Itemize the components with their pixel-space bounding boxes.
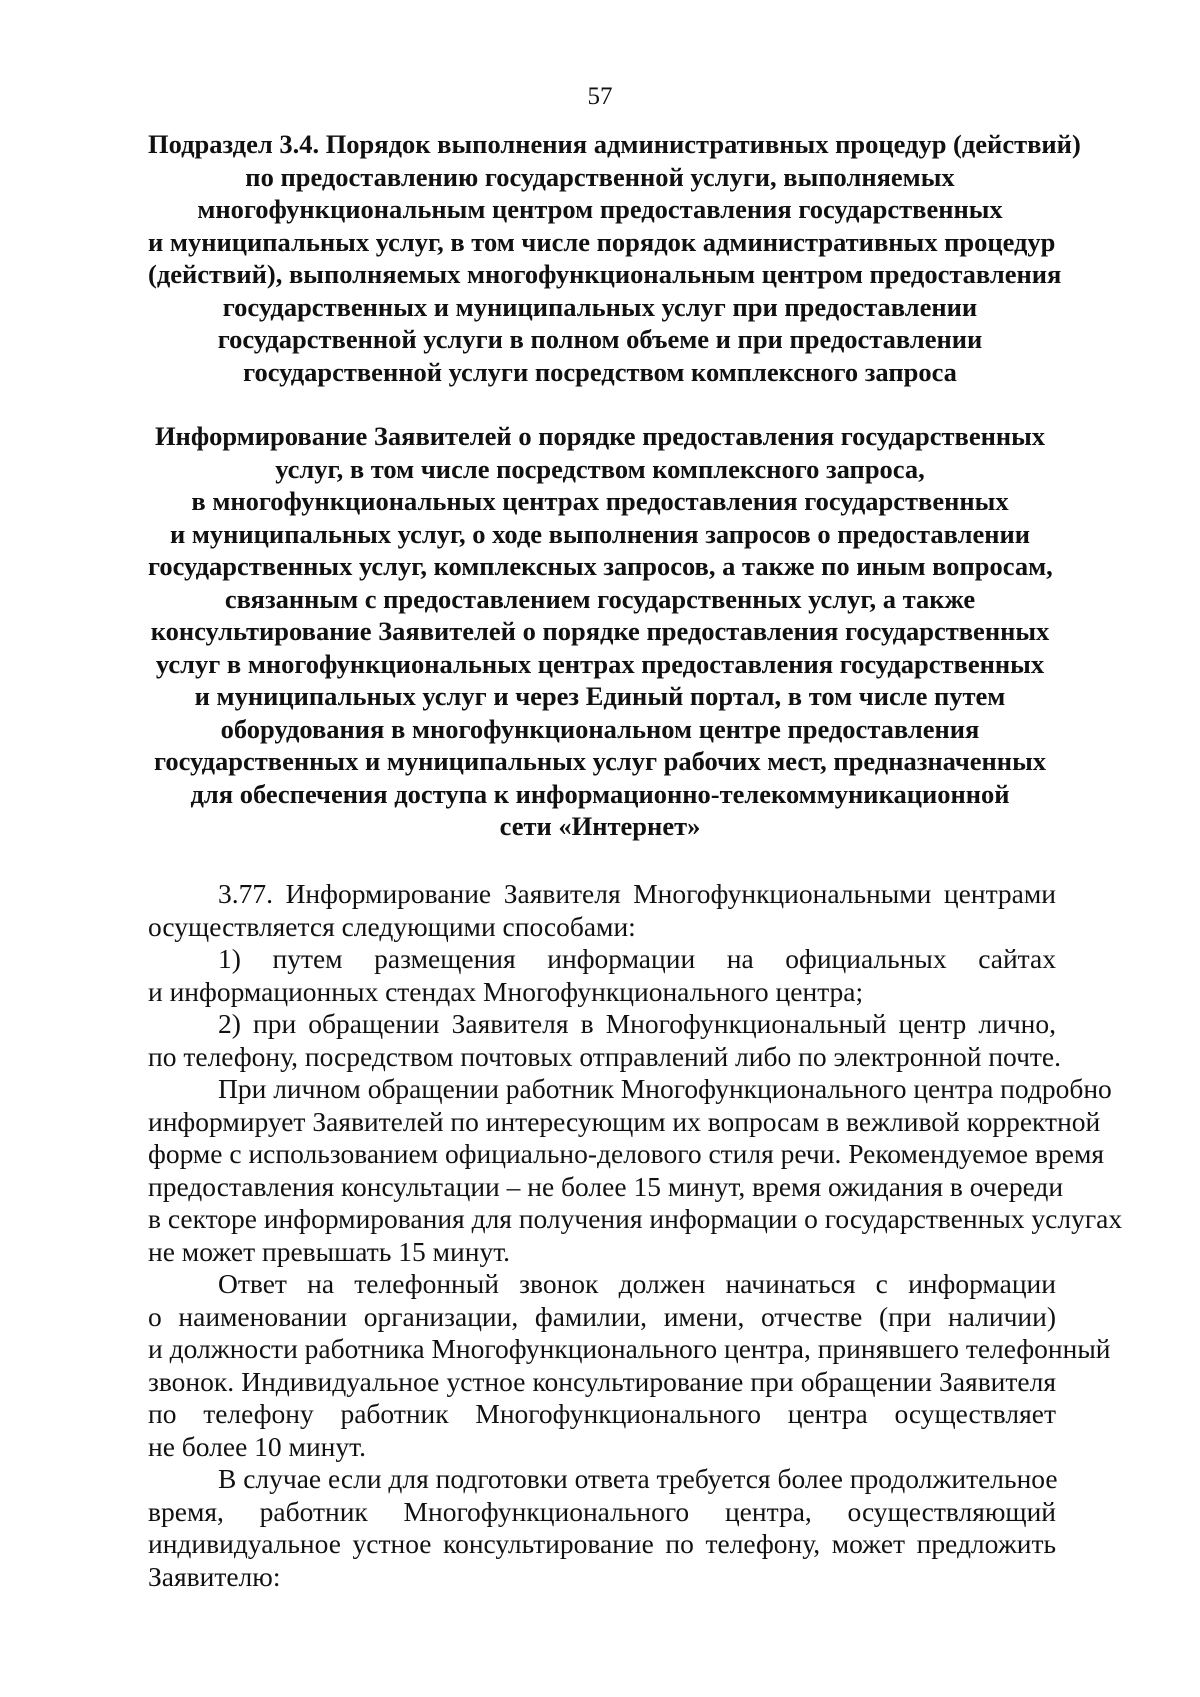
text-line: осуществляется следующими способами: [148, 910, 636, 942]
heading-line: и муниципальных услуг и через Единый портал, в том числе путем [194, 681, 1006, 711]
heading-line: Подраздел 3.4. Порядок выполнения административных процедур (действий) [148, 129, 1081, 159]
text-line: в секторе информирования для получения информации о государственных услугах [148, 1203, 1123, 1234]
heading-line: государственных и муниципальных услуг при предоставлении [222, 291, 978, 322]
heading-line: консультирование Заявителей о порядке предоставления государственных [150, 616, 1050, 646]
heading-line: государственных и муниципальных услуг рабочих мест, предназначенных [153, 746, 1047, 776]
text-line: форме с использованием официально-делового стиля речи. Рекомендуемое время [148, 1138, 1105, 1169]
heading-line: связанным с предоставлением государственных услуг, а также [224, 583, 976, 614]
list-item-1 [148, 943, 1056, 1008]
heading-line: и муниципальных услуг, в том числе порядок административных процедур [148, 226, 1056, 257]
text-line: 2) при обращении Заявителя в Многофункциональный центр лично, [218, 1008, 1056, 1039]
heading-line: в многофункциональных центрах предоставления государственных [191, 486, 1009, 516]
text-line: Ответ на телефонный звонок должен начинаться с информации [218, 1268, 1056, 1299]
paragraph-personal-visit [148, 1073, 1123, 1268]
heading-line: по предоставлению государственной услуги, выполняемых [245, 161, 955, 192]
informing-heading [148, 420, 1052, 843]
text-line: по телефону работник Многофункционального центра осуществляет [148, 1398, 1056, 1429]
body-text [148, 878, 1123, 1593]
text-line: индивидуальное устное консультирование по телефону, может предложить [148, 1528, 1056, 1559]
text-line: информирует Заявителей по интересующим их вопросам в вежливой корректной [148, 1105, 1101, 1137]
heading-line: государственной услуги посредством комплексного запроса [243, 356, 957, 387]
text-line: не может превышать 15 минут. [148, 1235, 511, 1267]
heading-line: Информирование Заявителей о порядке предоставления государственных [154, 421, 1046, 451]
text-line: по телефону, посредством почтовых отправлений либо по электронной почте. [148, 1040, 1062, 1072]
text-line: звонок. Индивидуальное устное консультирование при обращении Заявителя [148, 1365, 1056, 1397]
heading-line: услуг, в том числе посредством комплексного запроса, [275, 453, 925, 484]
heading-line: государственной услуги в полном объеме и при предоставлении [217, 324, 983, 354]
text-line: Заявителю: [148, 1560, 281, 1592]
heading-line: услуг в многофункциональных центрах предоставления государственных [155, 648, 1045, 679]
text-line: не более 10 минут. [148, 1430, 366, 1462]
text-line: В случае если для подготовки ответа требуется более продолжительное [218, 1463, 1058, 1494]
heading-line: и муниципальных услуг, о ходе выполнения запросов о предоставлении [169, 518, 1031, 549]
paragraph-phone-answer [148, 1268, 1111, 1463]
paragraph-3-77 [148, 878, 1056, 943]
heading-line: многофункциональным центром предоставления государственных [197, 194, 1003, 224]
list-item-2 [148, 1008, 1062, 1073]
text-line: и информационных стендах Многофункционального центра; [148, 975, 864, 1007]
subsection-heading [148, 128, 1081, 388]
text-line: предоставления консультации – не более 15 минут, время ожидания в очереди [148, 1170, 1064, 1202]
page-number: 57 [587, 83, 613, 110]
text-line: и должности работника Многофункционального центра, принявшего телефонный [148, 1333, 1111, 1364]
text-line: время, работник Многофункционального центра, осуществляющий [148, 1495, 1056, 1527]
text-line: 3.77. Информирование Заявителя Многофункциональными центрами [218, 878, 1056, 909]
heading-line: (действий), выполняемых многофункциональным центром предоставления [148, 259, 1062, 289]
heading-line: сети «Интернет» [499, 811, 701, 841]
heading-line: государственных услуг, комплексных запросов, а также по иным вопросам, [148, 551, 1053, 581]
text-line: о наименовании организации, фамилии, имени, отчестве (при наличии) [148, 1300, 1056, 1332]
text-line: 1) путем размещения информации на официальных сайтах [218, 943, 1056, 974]
paragraph-longer-answer [148, 1463, 1056, 1593]
text-line: При личном обращении работник Многофункционального центра подробно [218, 1073, 1112, 1104]
heading-line: оборудования в многофункциональном центре предоставления [220, 713, 980, 744]
heading-line: для обеспечения доступа к информационно-телекоммуникационной [190, 778, 1010, 809]
